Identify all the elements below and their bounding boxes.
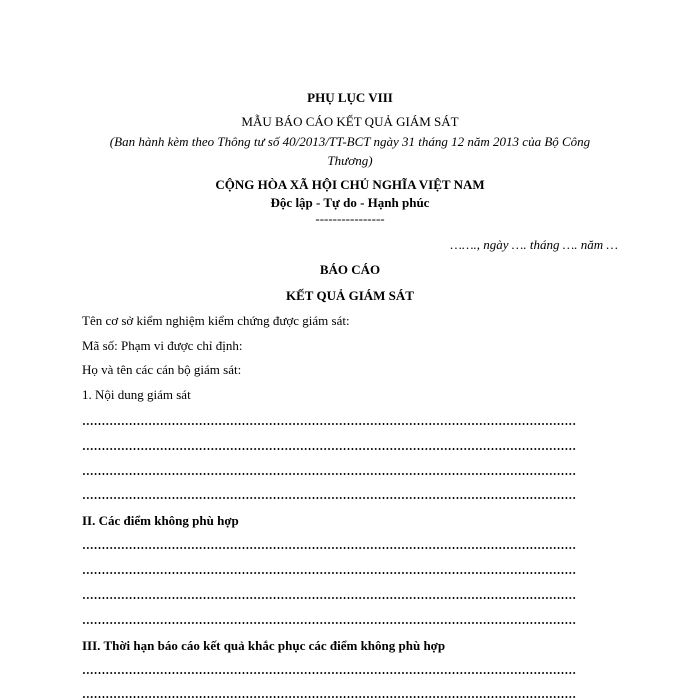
supervisors-field: Họ và tên các cán bộ giám sát:: [82, 362, 242, 377]
issued-note: (Ban hành kèm theo Thông tư số 40/2013/TT-BCT ngày 31 tháng 12 năm 2013 của Bộ Công Thương): [109, 134, 591, 168]
report-title: BÁO CÁO: [319, 262, 381, 277]
dotted-line: [82, 672, 576, 674]
section-deadline-heading: III. Thời hạn báo cáo kết quả khắc phục các điểm không phù hợp: [82, 638, 446, 653]
dotted-line: [82, 572, 576, 574]
section-nonconformities-heading: II. Các điểm không phù hợp: [82, 513, 239, 528]
dotted-line: [82, 622, 576, 624]
date-line: ……., ngày …. tháng …. năm …: [450, 237, 618, 252]
section-content-heading: 1. Nội dung giám sát: [82, 387, 191, 402]
form-title: MẪU BÁO CÁO KẾT QUẢ GIÁM SÁT: [241, 114, 459, 129]
facility-name-field: Tên cơ sở kiểm nghiệm kiểm chứng được giám sát:: [82, 313, 350, 328]
code-scope-field: Mã số: Phạm vi được chỉ định:: [82, 338, 243, 353]
motto-separator: ----------------: [315, 211, 385, 226]
national-motto: Độc lập - Tự do - Hạnh phúc: [270, 195, 430, 210]
report-subtitle: KẾT QUẢ GIÁM SÁT: [286, 288, 414, 303]
dotted-line: [82, 696, 576, 698]
dotted-line: [82, 597, 576, 599]
dotted-line: [82, 473, 576, 475]
appendix-heading: PHỤ LỤC VIII: [307, 90, 393, 105]
dotted-line: [82, 448, 576, 450]
country-name: CỘNG HÒA XÃ HỘI CHỦ NGHĨA VIỆT NAM: [215, 177, 485, 192]
dotted-line: [82, 423, 576, 425]
dotted-line: [82, 547, 576, 549]
dotted-line: [82, 497, 576, 499]
